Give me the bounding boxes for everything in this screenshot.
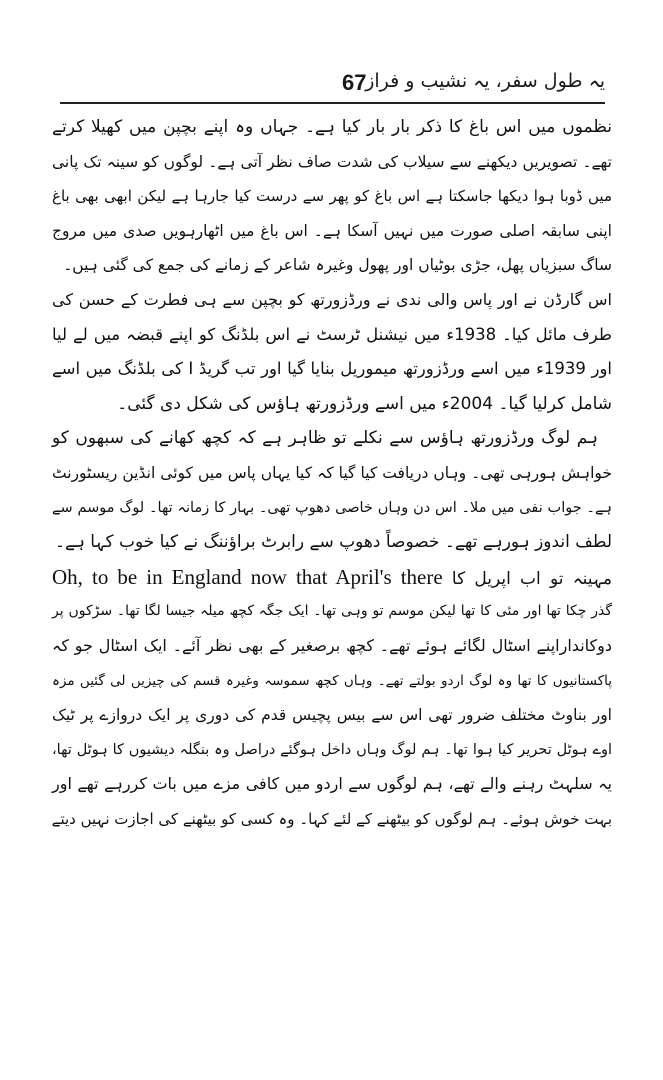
page-header (60, 66, 605, 106)
text-line: لطف اندوز ہورہے تھے۔ خصوصاً دھوپ سے رابرٹ براؤننگ نے کیا خوب کہا ہے۔ (55, 532, 612, 553)
text-line: ہے۔ جواب نفی میں ملا۔ اس دن وہاں خاصی دھوپ تھی۔ بہار کا زمانہ تھا۔ لوگ موسم سے (52, 499, 612, 516)
text-line: اور 1939ء میں اسے ورڈزورتھ میموریل بنایا گیا اور تب گریڈ I کی بلڈنگ میں اسے (52, 359, 612, 379)
text-line: ہم لوگ ورڈزورتھ ہاؤس سے نکلے تو ظاہر ہے کہ کچھ کھانے کی سبھوں کو (52, 428, 598, 449)
text-line: مہینہ تو اب اپریل کا (451, 568, 613, 589)
text-line: میں ڈوبا ہوا دیکھا جاسکتا ہے اس باغ کو پھر سے درست کیا جارہا ہے لیکن ابھی بھی باغ (52, 187, 612, 206)
page-number: 67 (342, 70, 367, 95)
book-title: یہ طول سفر، یہ نشیب و فراز (365, 70, 605, 92)
text-line: پاکستانیوں کا تھا وہ لوگ اردو بولتے تھے۔ وہاں کچھ سموسہ وغیرہ قسم کی چیزیں لی گئیں مزہ (52, 672, 612, 689)
text-line: دوکانداراپنے اسٹال لگائے ہوئے تھے۔ کچھ برصغیر کے بھی نظر آئے۔ ایک اسٹال جو کہ (52, 635, 612, 655)
text-line: خواہش ہورہی تھی۔ وہاں دریافت کیا گیا کہ کیا یہاں پاس میں کوئی انڈین ریسٹورنٹ (52, 463, 612, 482)
text-line: ساگ سبزیاں پھل، جڑی بوٹیاں اور پھول وغیرہ شاعر کے زمانے کی جمع کی گئی ہیں۔ (63, 256, 612, 275)
text-line: طرف مائل کیا۔ 1938ء میں نیشنل ٹرسٹ نے اس بلڈنگ کو اپنے قبضہ میں لے لیا (52, 324, 612, 344)
text-line: گذر چکا تھا اور مئی کا تھا لیکن موسم تو وہی تھا۔ ایک جگہ کچھ میلہ جیسا لگا تھا۔ سڑکوں پر (52, 603, 612, 620)
text-line: تھے۔ تصویریں دیکھنے سے سیلاب کی شدت صاف نظر آتی ہے۔ لوگوں کو سینہ تک پانی (52, 152, 612, 171)
quote-line (52, 560, 612, 595)
text-line: بہت خوش ہوئے۔ ہم لوگوں کو بیٹھنے کے لئے کہا۔ وہ کسی کو بیٹھنے کی اجازت نہیں دیتے (51, 809, 612, 828)
text-line: اس گارڈن نے اور پاس والی ندی نے ورڈزورتھ کو بچپن سے ہی فطرت کے حسن کی (52, 289, 612, 309)
header-divider (60, 102, 605, 104)
page-body (52, 110, 612, 836)
text-line: نظموں میں اس باغ کا ذکر بار بار کیا ہے۔ جہاں وہ اپنے بچپن میں کھیلا کرتے (52, 117, 612, 137)
text-line: اپنی سابقہ اصلی صورت میں نہیں آسکا ہے۔ اس باغ میں اٹھارہویں صدی میں مروج (52, 221, 612, 240)
text-line: یہ سلہٹ رہنے والے تھے، ہم لوگوں سے اردو میں کافی مزے میں بات کررہے تھے اور (52, 774, 612, 794)
english-quote: Oh, to be in England now that April's there (52, 564, 443, 589)
text-line: اوے ہوٹل تحریر کیا ہوا تھا۔ ہم لوگ وہاں داخل ہوگئے دراصل وہ بنگلہ دیشیوں کا ہوٹل تھا، (52, 741, 612, 758)
text-line: اور بناوٹ مختلف ضرور تھی اس سے بیس پچیس قدم کی دوری پر ایک دروازے پر ٹیک (52, 706, 612, 725)
text-line: شامل کرلیا گیا۔ 2004ء میں اسے ورڈزورتھ ہاؤس کی شکل دی گئی۔ (117, 393, 612, 414)
